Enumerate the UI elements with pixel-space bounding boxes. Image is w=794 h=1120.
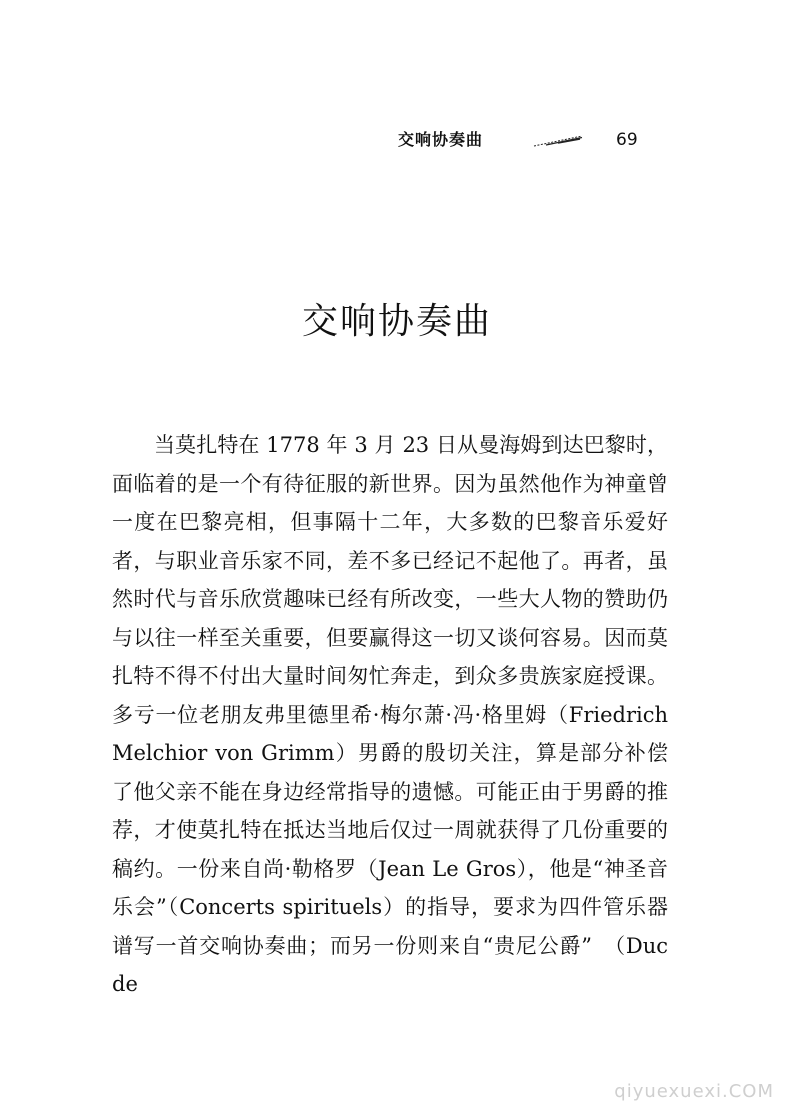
running-title: 交响协奏曲 [398,130,484,149]
body-paragraph: 当莫扎特在 1778 年 3 月 23 日从曼海姆到达巴黎时，面临着的是一个有待征服的新世界。因为虽然他作为神童曾一度在巴黎亮相，但事隔十二年，大多数的巴黎音乐爱好者，与职业音乐家不同，差不多已经记不起他了。再者，虽然时代与音乐欣赏趣味已经有所改变，一些大人物的赞助仍与以往一样至关重要，但要赢得这一切又谈何容易。因而莫扎特不得不付出大量时间匆忙奔走，到众多贵族家庭授课。多亏一位老朋友弗里德里希·梅尔萧·冯·格里姆（Friedrich Melchior von Grimm）男爵的殷切关注，算是部分补偿了他父亲不能在身边经常指导的遗憾。可能正由于男爵的推荐，才使莫扎特在抵达当地后仅过一周就获得了几份重要的稿约。一份来自尚·勒格罗（Jean Le Gros），他是“神圣音乐会”（Concerts spirituels）的指导，要求为四件管乐器谱写一首交响协奏曲；而另一份则来自“贵尼公爵” （Duc de [112,433,668,996]
chapter-title: 交响协奏曲 [301,301,492,342]
page-number: 69 [616,130,638,150]
running-header [398,128,658,154]
site-watermark: qiyuexuexi.COM [614,1081,774,1102]
decorative-flourish-icon [532,134,584,148]
